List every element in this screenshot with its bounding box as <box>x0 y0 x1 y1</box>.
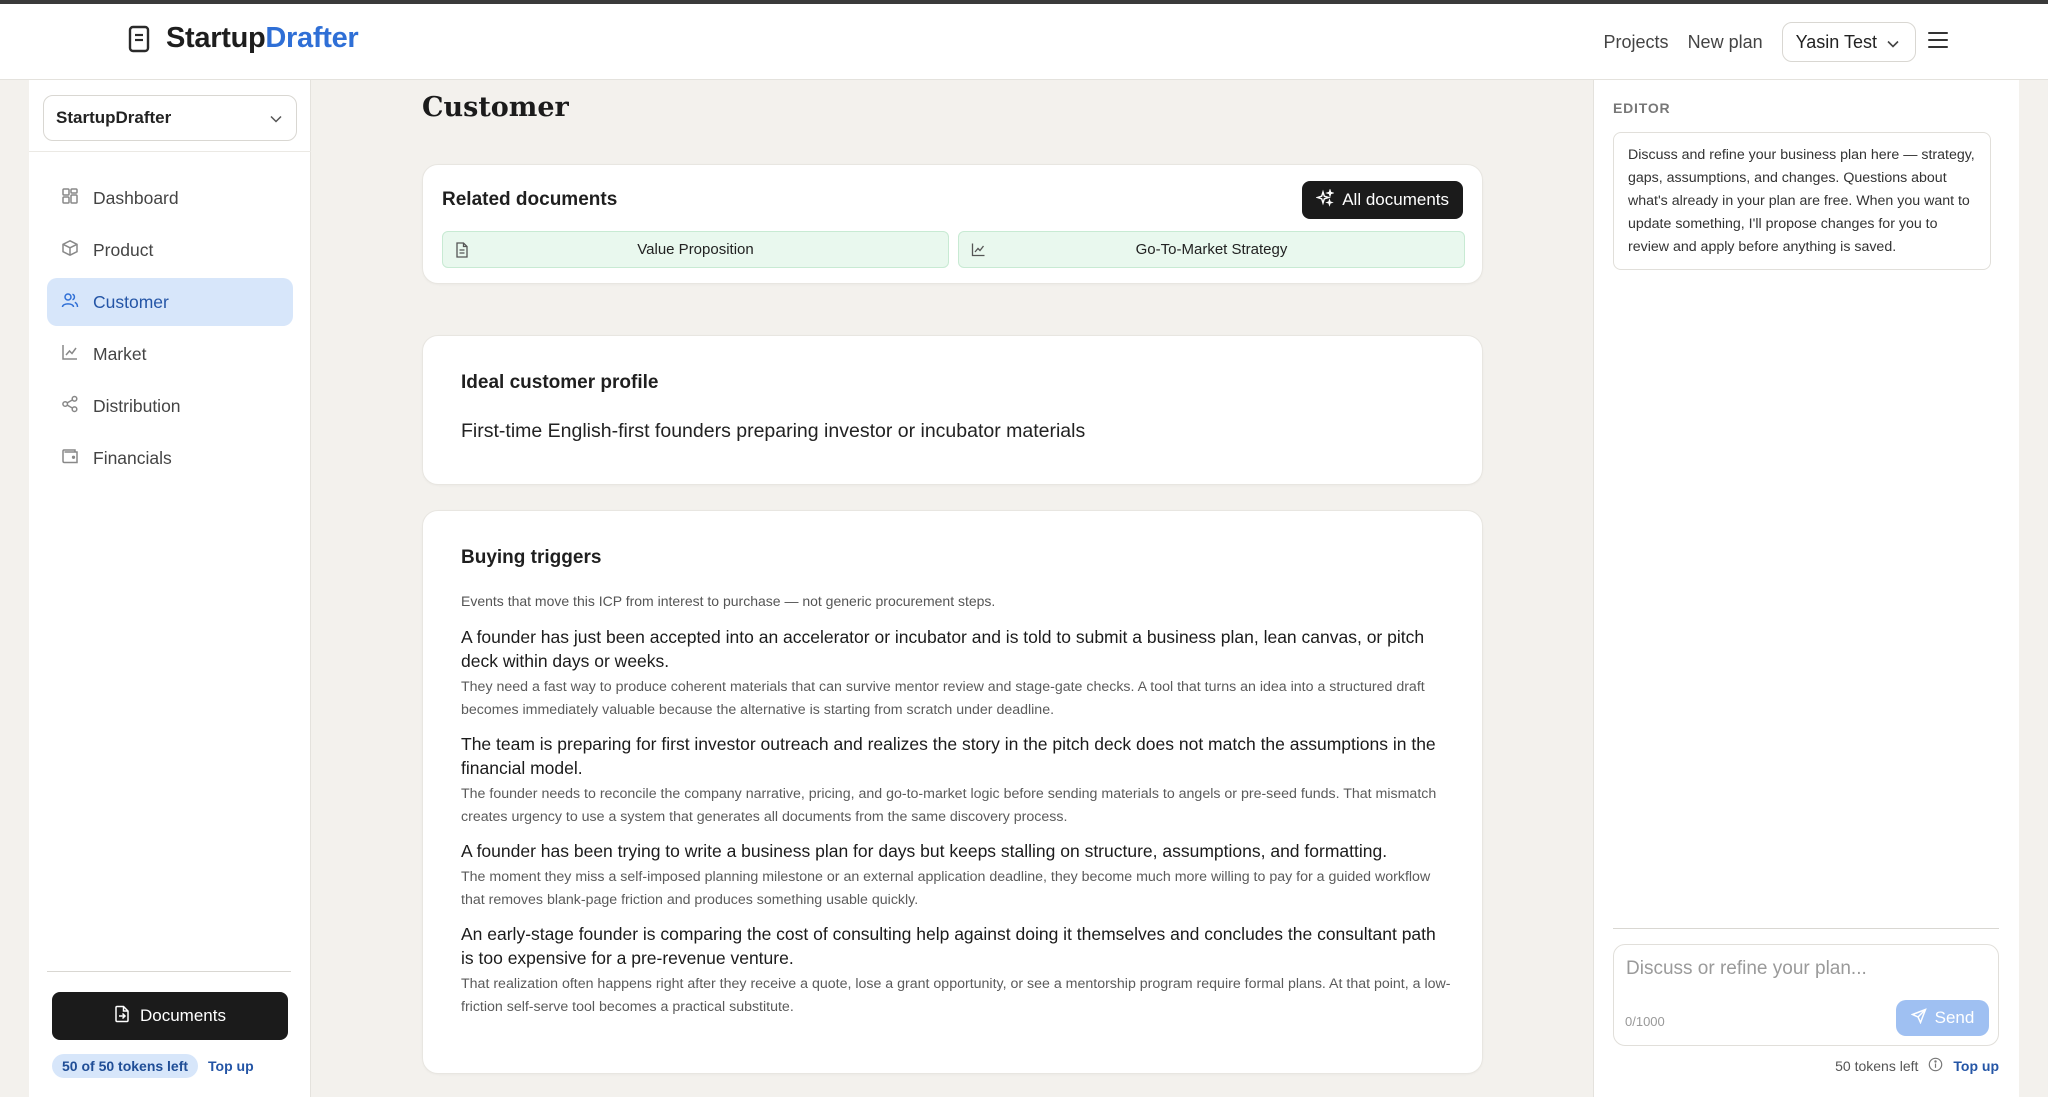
editor-label: EDITOR <box>1613 100 1671 116</box>
editor-top-up-link[interactable]: Top up <box>1953 1058 1999 1074</box>
all-documents-label: All documents <box>1342 190 1449 209</box>
right-gutter <box>2019 80 2048 1097</box>
trigger-description: The moment they miss a self-imposed planning milestone or an external application deadline, they become much more willing to pay for a guided workflow that removes blank-page friction and produces something usable quickly. <box>461 869 1431 908</box>
hamburger-menu-icon[interactable] <box>1928 32 1948 50</box>
document-chip-label: Go-To-Market Strategy <box>1135 241 1288 258</box>
sidebar-nav <box>47 174 293 486</box>
trigger-title: A founder has been trying to write a business plan for days but keeps stalling on structure, assumptions, and formatting. <box>461 841 1388 861</box>
document-chip-label: Value Proposition <box>637 241 754 258</box>
users-icon <box>61 291 79 314</box>
sidebar-item-financials[interactable] <box>47 434 293 482</box>
send-icon <box>1911 1008 1927 1029</box>
chevron-down-icon <box>270 108 282 128</box>
sidebar-item-label: Customer <box>93 291 169 312</box>
list-item <box>461 625 1451 722</box>
brand-name-part2: Drafter <box>265 22 359 54</box>
documents-button[interactable] <box>52 992 288 1040</box>
file-text-icon <box>455 242 469 262</box>
sidebar-item-product[interactable] <box>47 226 293 274</box>
sidebar-item-distribution[interactable] <box>47 382 293 430</box>
document-chip-go-to-market[interactable] <box>958 231 1465 268</box>
trigger-description: That realization often happens right after they receive a quote, lose a grant opportunity, or see a mentorship program require formal plans. At that point, a low-friction self-serve tool becomes a practical substitute. <box>461 976 1451 1015</box>
sidebar-item-label: Dashboard <box>93 187 179 208</box>
top-nav <box>1604 22 1916 62</box>
project-select[interactable] <box>43 95 297 141</box>
page-title: Customer <box>422 92 569 123</box>
chart-line-icon <box>61 343 79 366</box>
buying-triggers-intro: Events that move this ICP from interest to purchase — not generic procurement steps. <box>461 593 996 609</box>
sidebar-item-label: Financials <box>93 447 172 468</box>
share-icon <box>61 395 79 418</box>
trigger-description: They need a fast way to produce coherent materials that can survive mentor review and stage-gate checks. A tool that turns an idea into a structured draft becomes immediately valuable because the alternative is starting from scratch under deadline. <box>461 679 1425 718</box>
sidebar-tokens-row <box>52 1054 254 1078</box>
list-item <box>461 732 1451 829</box>
trigger-title: The team is preparing for first investor outreach and realizes the story in the pitch deck does not match the assumptions in the financial model. <box>461 734 1436 778</box>
brand-name <box>166 22 358 55</box>
tokens-badge: 50 of 50 tokens left <box>52 1054 198 1078</box>
left-gutter <box>0 80 29 1097</box>
chat-divider <box>1613 928 1999 929</box>
list-item <box>461 839 1451 912</box>
sidebar-top-up-link[interactable]: Top up <box>208 1058 254 1074</box>
send-button-label: Send <box>1934 1008 1975 1027</box>
editor-panel <box>1593 80 2019 1097</box>
trigger-title: A founder has just been accepted into an accelerator or incubator and is told to submit a business plan, lean canvas, or pitch deck within days or weeks. <box>461 627 1425 671</box>
sidebar-item-label: Distribution <box>93 395 181 416</box>
editor-intro-note: Discuss and refine your business plan here — strategy, gaps, assumptions, and changes. Questions about what's already in your plan are free. When you want to update something, I'll propose changes for you to review and apply before anything is saved. <box>1613 132 1991 270</box>
chat-input[interactable] <box>1626 954 1986 984</box>
send-button[interactable] <box>1896 1000 1989 1036</box>
character-counter: 0/1000 <box>1625 1014 1665 1029</box>
documents-button-label: Documents <box>140 1006 226 1025</box>
box-icon <box>61 239 79 262</box>
all-documents-button[interactable] <box>1302 181 1463 219</box>
chat-composer <box>1613 944 1999 1046</box>
wallet-icon <box>61 447 79 470</box>
sidebar-bottom-divider <box>47 971 291 972</box>
buying-triggers-card <box>422 510 1483 1074</box>
icp-text: First-time English-first founders preparing investor or incubator materials <box>461 420 1086 442</box>
sidebar-item-customer[interactable] <box>47 278 293 326</box>
trigger-description: The founder needs to reconcile the company narrative, pricing, and go-to-market logic before sending materials to angels or pre-seed funds. That mismatch creates urgency to use a system that generates all documents from the same discovery process. <box>461 786 1437 825</box>
info-icon[interactable] <box>1928 1057 1943 1075</box>
ideal-customer-profile-card <box>422 335 1483 485</box>
file-export-icon <box>114 1005 130 1028</box>
sidebar-item-dashboard[interactable] <box>47 174 293 222</box>
list-item <box>461 922 1451 1019</box>
icp-title: Ideal customer profile <box>461 372 659 393</box>
chevron-down-icon <box>1887 32 1899 53</box>
document-chip-value-proposition[interactable] <box>442 231 949 268</box>
sidebar-item-label: Market <box>93 343 147 364</box>
sidebar-divider <box>29 151 311 152</box>
top-header <box>0 4 2048 80</box>
project-select-value: StartupDrafter <box>56 108 172 127</box>
nav-new-plan-link[interactable]: New plan <box>1687 31 1763 52</box>
buying-triggers-list <box>461 625 1451 1029</box>
related-documents-title: Related documents <box>442 189 618 210</box>
brand-name-part1: Startup <box>166 22 266 54</box>
user-name: Yasin Test <box>1795 31 1877 52</box>
buying-triggers-title: Buying triggers <box>461 547 602 568</box>
nav-projects-link[interactable]: Projects <box>1603 31 1669 52</box>
sidebar <box>29 80 311 1097</box>
sparkles-icon <box>1316 189 1334 212</box>
document-icon <box>126 24 152 54</box>
chat-footer <box>1835 1057 1999 1075</box>
sidebar-item-market[interactable] <box>47 330 293 378</box>
sidebar-item-label: Product <box>93 239 154 260</box>
trigger-title: An early-stage founder is comparing the cost of consulting help against doing it themselves and concludes the consultant path is too expensive for a pre-revenue venture. <box>461 924 1436 968</box>
chart-line-icon <box>971 242 986 261</box>
brand-logo[interactable] <box>126 22 358 55</box>
editor-tokens-left: 50 tokens left <box>1835 1058 1919 1074</box>
user-menu-button[interactable] <box>1782 22 1916 62</box>
related-documents-card <box>422 164 1483 284</box>
main-content <box>311 80 1593 1097</box>
dashboard-icon <box>61 187 79 210</box>
